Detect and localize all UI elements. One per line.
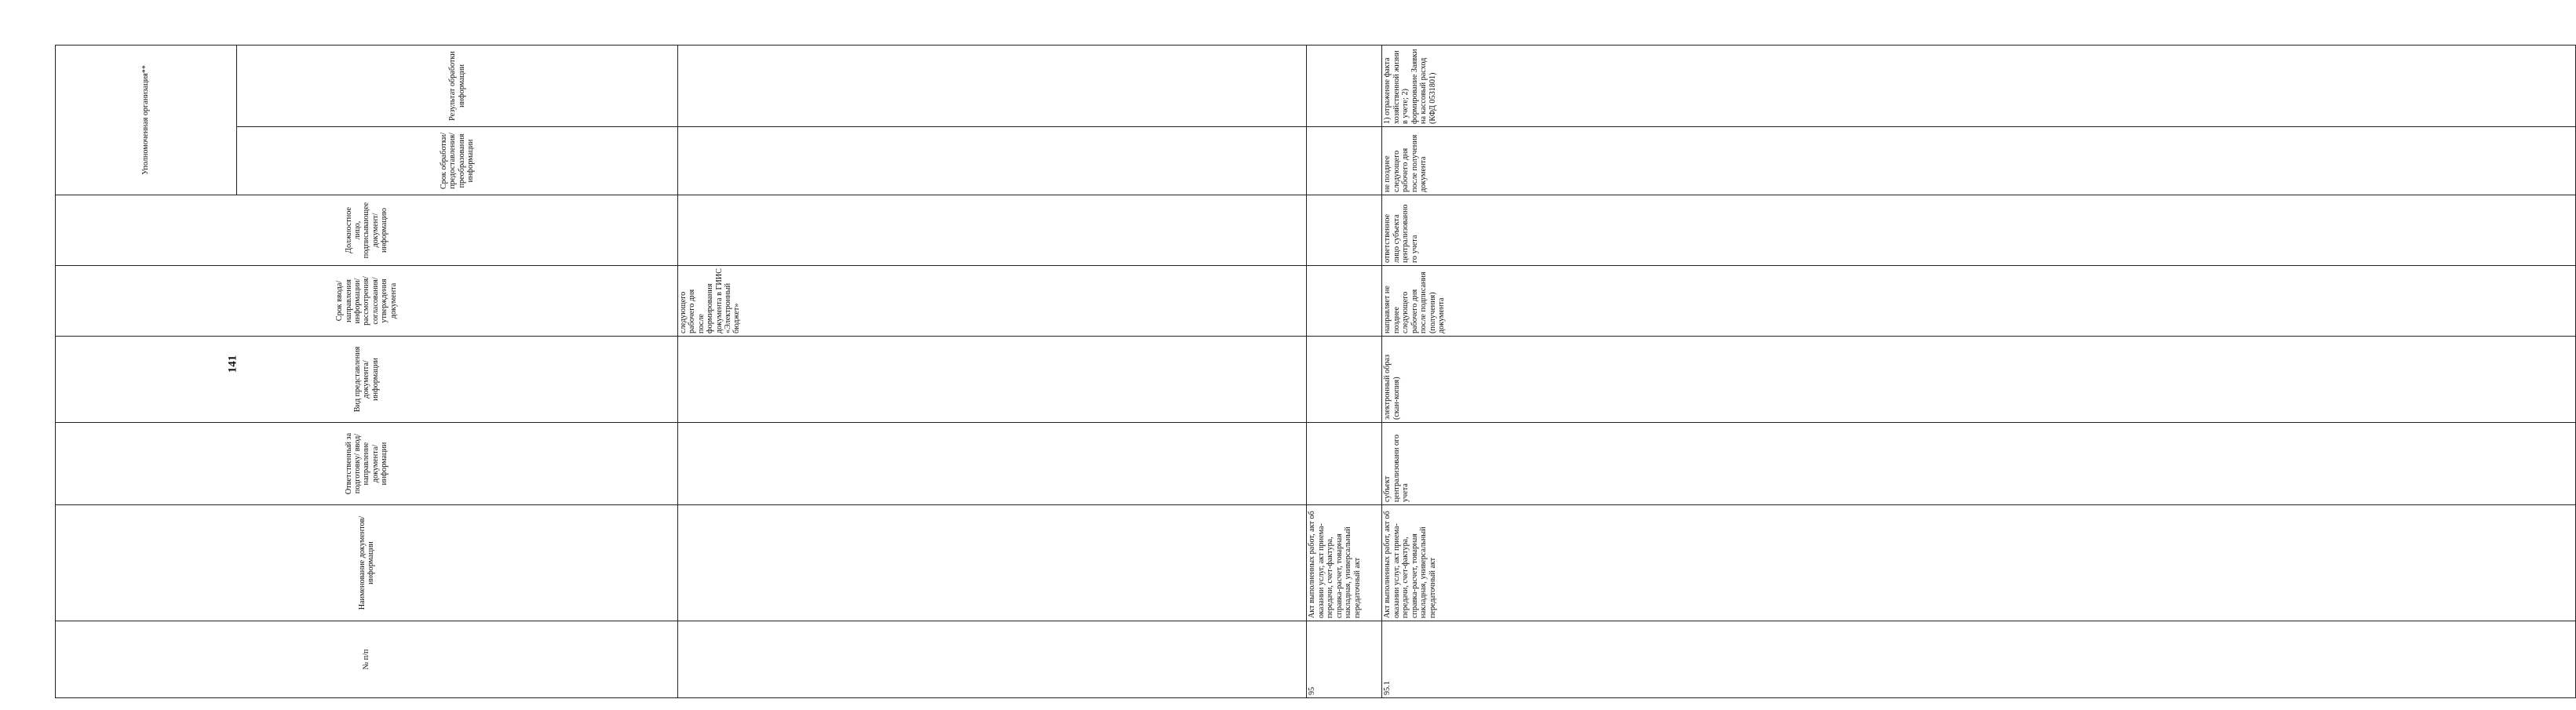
cell-num xyxy=(678,621,1307,698)
cell-name: Акт выполненных работ, акт об оказании услуг, акт приема-передачи, счет-фактура, справка-расчет, товарная накладная, универсальный передаточный акт xyxy=(1382,505,2575,621)
cell-official: ответственное лицо субъекта централизованно го учета xyxy=(1382,195,2575,266)
header-official: Должностное лицо, подписывающее документ/ информацию xyxy=(56,195,678,266)
rotated-page xyxy=(55,46,1446,698)
cell-view xyxy=(678,337,1307,423)
cell-term: направляет не позднее следующего рабочего дня после подписания (получения) документа xyxy=(1382,266,2575,337)
table-row xyxy=(1307,45,1382,697)
cell-term xyxy=(1307,266,1382,337)
table-row xyxy=(678,45,1307,697)
header-responsible: Ответственный за подготовку/ ввод/ направление документа/ информации xyxy=(56,423,678,505)
header-org-term: Срок обработки/ предоставления/ преобразования информации xyxy=(237,127,678,195)
cell-term: следующего рабочего дня после формирования документа в ГИИС «Электронный бюджет» xyxy=(678,266,1307,337)
cell-org-result xyxy=(1307,45,1382,126)
cell-view: электронный образ (скан-копия) xyxy=(1382,337,2575,423)
cell-name: Акт выполненных работ, акт об оказании услуг, акт приема-передачи, счет-фактура, справка-расчет, товарная накладная, универсальный передаточный акт xyxy=(1307,505,1382,621)
cell-name xyxy=(678,505,1307,621)
cell-official xyxy=(678,195,1307,266)
header-row-1 xyxy=(56,45,237,697)
header-org: Уполномоченная организация** xyxy=(56,45,237,195)
cell-num: 95 xyxy=(1307,621,1382,698)
cell-responsible: субъект централизовани ого учета xyxy=(1382,423,2575,505)
cell-num: 95.1 xyxy=(1382,621,2575,698)
header-org-result: Результат обработки информации xyxy=(237,45,678,126)
table-row xyxy=(1382,45,2575,697)
cell-view xyxy=(1307,337,1382,423)
cell-org-term xyxy=(1307,127,1382,195)
cell-org-term: не позднее следующего рабочего дня после получения документа xyxy=(1382,127,2575,195)
cell-org-result xyxy=(678,45,1307,126)
header-view: Вид представления документа/ информации xyxy=(56,337,678,423)
header-num: № п/п xyxy=(56,621,678,698)
cell-responsible xyxy=(1307,423,1382,505)
document-table xyxy=(55,45,2576,698)
cell-org-result: 1) отражение факта хозяйственной жизни в учете; 2) формирование Заявки на кассовый расход (КФД 0531801) xyxy=(1382,45,2575,126)
cell-responsible xyxy=(678,423,1307,505)
header-name: Наименование документов/информации xyxy=(56,505,678,621)
page-number: 141 xyxy=(226,355,239,373)
cell-official xyxy=(1307,195,1382,266)
cell-org-term xyxy=(678,127,1307,195)
header-term: Срок ввода/ направления информации/ рассмотрения/ согласования/ утверждения документа xyxy=(56,266,678,337)
